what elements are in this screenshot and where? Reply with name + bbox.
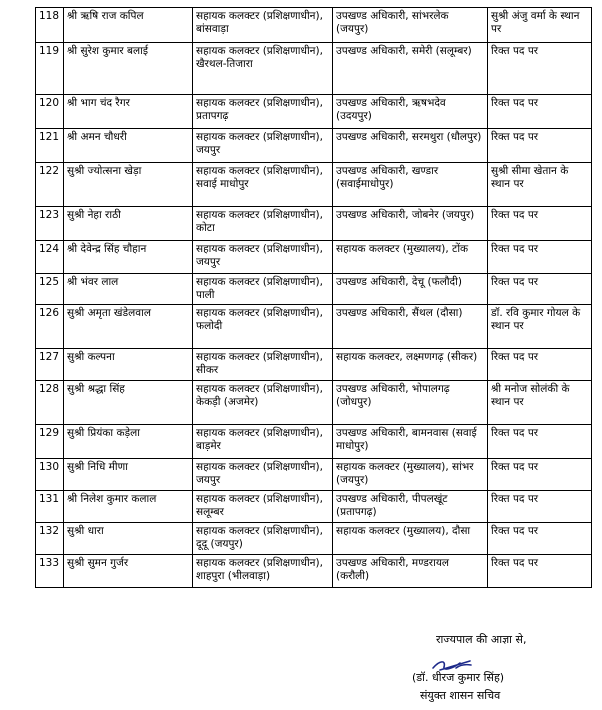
table-row [36, 523, 592, 555]
table-row [36, 305, 592, 349]
cell-name: सुश्री धारा [64, 523, 193, 555]
signatory-name: (डॉ. धीरज कुमार सिंह) [412, 671, 505, 684]
cell-vacancy: रिक्त पद पर [488, 523, 592, 555]
table-row [36, 43, 592, 95]
cell-serial: 133 [36, 555, 64, 588]
cell-current-post: सहायक कलक्टर (प्रशिक्षणाधीन), दूदू (जयपुर) [193, 523, 333, 555]
cell-vacancy: रिक्त पद पर [488, 129, 592, 163]
cell-current-post: सहायक कलक्टर (प्रशिक्षणाधीन), केकड़ी (अजमेर) [193, 381, 333, 425]
cell-name: श्री भाग चंद रैगर [64, 95, 193, 129]
cell-name: सुश्री निधि मीणा [64, 459, 193, 491]
cell-vacancy: रिक्त पद पर [488, 241, 592, 274]
cell-name: श्री ऋषि राज कपिल [64, 8, 193, 43]
cell-vacancy: रिक्त पद पर [488, 207, 592, 241]
cell-name: श्री भंवर लाल [64, 274, 193, 305]
table-row [36, 8, 592, 43]
table-row [36, 555, 592, 588]
cell-serial: 120 [36, 95, 64, 129]
cell-new-post: सहायक कलक्टर (मुख्यालय), दौसा [333, 523, 488, 555]
cell-new-post: उपखण्ड अधिकारी, बामनवास (सवाई माधोपुर) [333, 425, 488, 459]
cell-current-post: सहायक कलक्टर (प्रशिक्षणाधीन), सलूम्बर [193, 491, 333, 523]
cell-name: सुश्री श्रद्धा सिंह [64, 381, 193, 425]
cell-serial: 118 [36, 8, 64, 43]
cell-current-post: सहायक कलक्टर (प्रशिक्षणाधीन), जयपुर [193, 129, 333, 163]
table-row [36, 491, 592, 523]
cell-new-post: सहायक कलक्टर (मुख्यालय), टोंक [333, 241, 488, 274]
cell-current-post: सहायक कलक्टर (प्रशिक्षणाधीन), फलोदी [193, 305, 333, 349]
cell-new-post: उपखण्ड अधिकारी, सांभरलेक (जयपुर) [333, 8, 488, 43]
transfer-table-body [36, 8, 592, 588]
cell-current-post: सहायक कलक्टर (प्रशिक्षणाधीन), पाली [193, 274, 333, 305]
table-row [36, 349, 592, 381]
cell-current-post: सहायक कलक्टर (प्रशिक्षणाधीन), सवाई माधोपुर [193, 163, 333, 207]
cell-vacancy: रिक्त पद पर [488, 459, 592, 491]
cell-current-post: सहायक कलक्टर (प्रशिक्षणाधीन), जयपुर [193, 459, 333, 491]
cell-new-post: सहायक कलक्टर, लक्ष्मणगढ़ (सीकर) [333, 349, 488, 381]
cell-current-post: सहायक कलक्टर (प्रशिक्षणाधीन), बांसवाड़ा [193, 8, 333, 43]
table-row [36, 241, 592, 274]
cell-current-post: सहायक कलक्टर (प्रशिक्षणाधीन), प्रतापगढ़ [193, 95, 333, 129]
cell-vacancy: रिक्त पद पर [488, 95, 592, 129]
cell-serial: 121 [36, 129, 64, 163]
cell-current-post: सहायक कलक्टर (प्रशिक्षणाधीन), बाड़मेर [193, 425, 333, 459]
cell-new-post: उपखण्ड अधिकारी, देचू (फलौदी) [333, 274, 488, 305]
order-line: राज्यपाल की आज्ञा से, [436, 633, 527, 646]
cell-name: श्री देवेन्द्र सिंह चौहान [64, 241, 193, 274]
cell-current-post: सहायक कलक्टर (प्रशिक्षणाधीन), खैरथल-तिजारा [193, 43, 333, 95]
cell-serial: 128 [36, 381, 64, 425]
cell-vacancy: रिक्त पद पर [488, 425, 592, 459]
cell-new-post: उपखण्ड अधिकारी, जोबनेर (जयपुर) [333, 207, 488, 241]
cell-serial: 122 [36, 163, 64, 207]
cell-serial: 132 [36, 523, 64, 555]
cell-serial: 127 [36, 349, 64, 381]
cell-name: सुश्री प्रियंका कड़ेला [64, 425, 193, 459]
cell-vacancy: रिक्त पद पर [488, 491, 592, 523]
table-row [36, 163, 592, 207]
cell-vacancy: रिक्त पद पर [488, 555, 592, 588]
cell-serial: 130 [36, 459, 64, 491]
cell-new-post: उपखण्ड अधिकारी, खण्डार (सवाईमाधोपुर) [333, 163, 488, 207]
cell-name: श्री अमन चौधरी [64, 129, 193, 163]
table-row [36, 95, 592, 129]
cell-current-post: सहायक कलक्टर (प्रशिक्षणाधीन), सीकर [193, 349, 333, 381]
cell-new-post: उपखण्ड अधिकारी, मण्डरायल (करौली) [333, 555, 488, 588]
table-row [36, 381, 592, 425]
cell-serial: 124 [36, 241, 64, 274]
cell-serial: 123 [36, 207, 64, 241]
cell-serial: 126 [36, 305, 64, 349]
cell-name: सुश्री अमृता खंडेलवाल [64, 305, 193, 349]
table-row [36, 274, 592, 305]
cell-new-post: उपखण्ड अधिकारी, पीपलखूंट (प्रतापगढ़) [333, 491, 488, 523]
table-row [36, 425, 592, 459]
cell-new-post: उपखण्ड अधिकारी, भोपालगढ़ (जोधपुर) [333, 381, 488, 425]
cell-current-post: सहायक कलक्टर (प्रशिक्षणाधीन), कोटा [193, 207, 333, 241]
cell-new-post: सहायक कलक्टर (मुख्यालय), सांभर (जयपुर) [333, 459, 488, 491]
cell-vacancy: सुश्री सीमा खेतान के स्थान पर [488, 163, 592, 207]
cell-name: सुश्री नेहा राठी [64, 207, 193, 241]
signatory-title: संयुक्त शासन सचिव [420, 689, 501, 702]
transfer-table [35, 7, 592, 588]
cell-name: श्री सुरेश कुमार बलाई [64, 43, 193, 95]
cell-serial: 125 [36, 274, 64, 305]
cell-serial: 119 [36, 43, 64, 95]
cell-vacancy: रिक्त पद पर [488, 43, 592, 95]
cell-new-post: उपखण्ड अधिकारी, ऋषभदेव (उदयपुर) [333, 95, 488, 129]
cell-new-post: उपखण्ड अधिकारी, सरमथुरा (धौलपुर) [333, 129, 488, 163]
cell-name: सुश्री सुमन गुर्जर [64, 555, 193, 588]
cell-vacancy: रिक्त पद पर [488, 274, 592, 305]
cell-new-post: उपखण्ड अधिकारी, सैंथल (दौसा) [333, 305, 488, 349]
cell-serial: 129 [36, 425, 64, 459]
cell-vacancy: सुश्री अंजु वर्मा के स्थान पर [488, 8, 592, 43]
cell-serial: 131 [36, 491, 64, 523]
cell-vacancy: श्री मनोज सोलंकी के स्थान पर [488, 381, 592, 425]
cell-name: श्री निलेश कुमार कलाल [64, 491, 193, 523]
table-row [36, 459, 592, 491]
cell-name: सुश्री कल्पना [64, 349, 193, 381]
cell-current-post: सहायक कलक्टर (प्रशिक्षणाधीन), जयपुर [193, 241, 333, 274]
cell-name: सुश्री ज्योत्सना खेड़ा [64, 163, 193, 207]
cell-new-post: उपखण्ड अधिकारी, समेरी (सलूम्बर) [333, 43, 488, 95]
cell-current-post: सहायक कलक्टर (प्रशिक्षणाधीन), शाहपुरा (भीलवाड़ा) [193, 555, 333, 588]
cell-vacancy: डॉ. रवि कुमार गोयल के स्थान पर [488, 305, 592, 349]
cell-vacancy: रिक्त पद पर [488, 349, 592, 381]
table-row [36, 129, 592, 163]
table-row [36, 207, 592, 241]
